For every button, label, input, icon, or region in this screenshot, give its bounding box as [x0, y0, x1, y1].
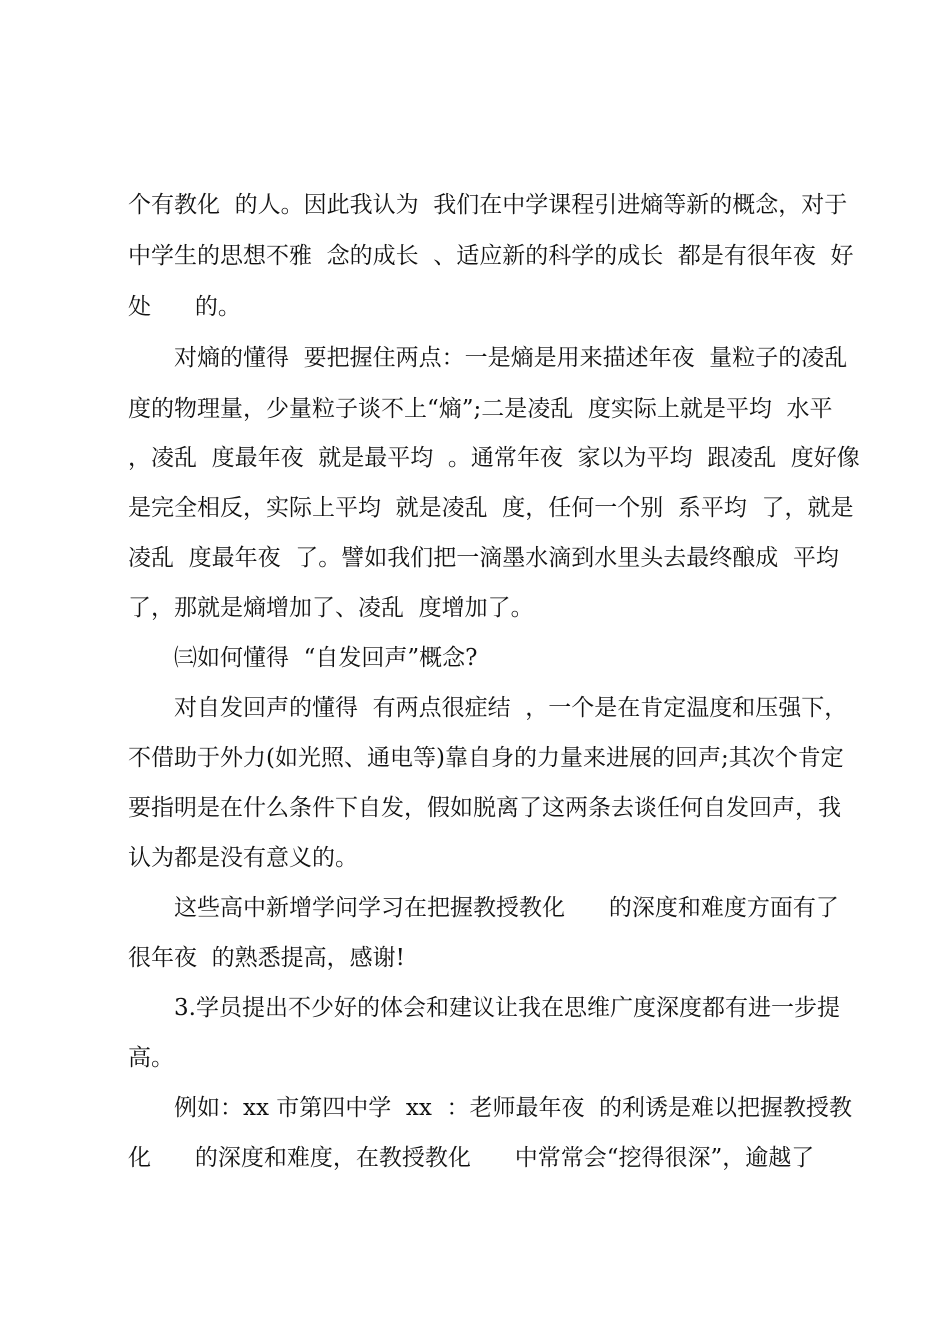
paragraph-first-line: 对自发回声的懂得 有两点很症结 ，一个是在肯定温度和压强下， — [174, 695, 848, 721]
text-line: 处 的。 — [128, 294, 241, 320]
text-line: 个有教化 的人。因此我认为 我们在中学课程引进熵等新的概念，对于 — [128, 192, 848, 218]
text-line: 认为都是没有意义的。 — [128, 845, 358, 871]
text-line: 中学生的思想不雅 念的成长 、适应新的科学的成长 都是有很年夜 好 — [128, 243, 854, 269]
paragraph-first-line: 对熵的懂得 要把握住两点：一是熵是用来描述年夜 量粒子的凌乱 — [174, 345, 848, 371]
text-line: 很年夜 的熟悉提高，感谢! — [128, 945, 405, 971]
text-line: 化 的深度和难度，在教授教化 中常常会“挖得很深”，逾越了 — [128, 1145, 815, 1171]
text-line: 不借助于外力(如光照、通电等)靠自身的力量来进展的回声;其次个肯定 — [128, 745, 844, 771]
paragraph-first-line: 例如：xx 市第四中学 xx ：老师最年夜 的利诱是难以把握教授教 — [174, 1095, 853, 1121]
text-line: 是完全相反，实际上平均 就是凌乱 度，任何一个别 系平均 了，就是 — [128, 495, 854, 521]
text-line: 了，那就是熵增加了、凌乱 度增加了。 — [128, 595, 534, 621]
text-line: 度的物理量，少量粒子谈不上“熵”;二是凌乱 度实际上就是平均 水平 — [128, 396, 833, 422]
paragraph-first-line: 这些高中新增学问学习在把握教授教化 的深度和难度方面有了 — [174, 895, 839, 921]
section-heading: ㈢如何懂得 “自发回声”概念? — [174, 645, 478, 671]
text-line: 要指明是在什么条件下自发，假如脱离了这两条去谈任何自发回声，我 — [128, 795, 841, 821]
text-line: ，凌乱 度最年夜 就是最平均 。通常年夜 家以为平均 跟凌乱 度好像 — [128, 445, 860, 471]
text-line: 高。 — [128, 1045, 174, 1071]
text-line: 凌乱 度最年夜 了。譬如我们把一滴墨水滴到水里头去最终酿成 平均 — [128, 545, 839, 571]
paragraph-first-line: 3.学员提出不少好的体会和建议让我在思维广度深度都有进一步提 — [174, 995, 840, 1021]
